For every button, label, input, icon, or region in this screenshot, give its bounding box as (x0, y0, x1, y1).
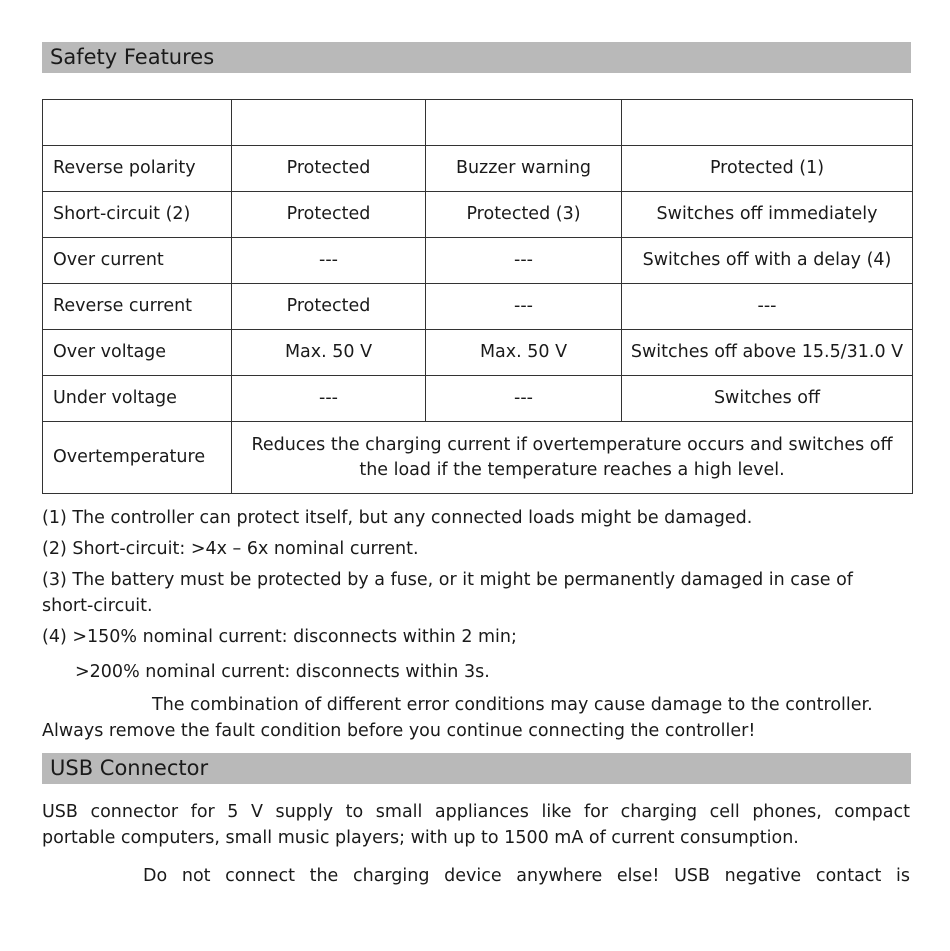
footnote-3-line-2: short-circuit. (42, 596, 153, 616)
table-cell: Max. 50 V (232, 330, 426, 376)
table-header-row (43, 100, 913, 146)
table-cell: Switches off immediately (622, 192, 913, 238)
footnote-3-line-1: (3) The battery must be protected by a fuse, or it might be permanently damaged in case of (42, 570, 853, 590)
table-cell: Protected (1) (622, 146, 913, 192)
row-label: Reverse current (43, 284, 232, 330)
table-cell: --- (232, 238, 426, 284)
safety-features-table (42, 99, 913, 494)
row-label: Overtemperature (43, 422, 232, 494)
table-cell: Protected (232, 192, 426, 238)
header-cell (43, 100, 232, 146)
table-cell: --- (426, 376, 622, 422)
table-row (43, 376, 913, 422)
row-label: Under voltage (43, 376, 232, 422)
table-cell: Protected (232, 146, 426, 192)
row-label: Short-circuit (2) (43, 192, 232, 238)
section-title-safety-features: Safety Features (42, 42, 911, 73)
row-label: Over current (43, 238, 232, 284)
table-cell: Switches off with a delay (4) (622, 238, 913, 284)
section-title-usb-connector: USB Connector (42, 753, 911, 784)
warning-line-2: Always remove the fault condition before you continue connecting the controller! (42, 721, 756, 741)
table-cell: Buzzer warning (426, 146, 622, 192)
table-cell: --- (426, 238, 622, 284)
table-cell: Switches off (622, 376, 913, 422)
table-row (43, 330, 913, 376)
warning-line-1: The combination of different error conditions may cause damage to the controller. (152, 695, 873, 715)
table-cell: --- (232, 376, 426, 422)
footnote-2: (2) Short-circuit: >4x – 6x nominal current. (42, 539, 419, 559)
footnote-4-line-2: >200% nominal current: disconnects within 3s. (75, 662, 490, 682)
table-cell-merged: Reduces the charging current if overtemperature occurs and switches off the load if the temperature reaches a high level. (232, 422, 913, 494)
table-cell: --- (426, 284, 622, 330)
footnote-1: (1) The controller can protect itself, but any connected loads might be damaged. (42, 508, 753, 528)
table-row-overtemperature (43, 422, 913, 494)
header-cell (426, 100, 622, 146)
table-cell: Switches off above 15.5/31.0 V (622, 330, 913, 376)
row-label: Over voltage (43, 330, 232, 376)
table-row (43, 284, 913, 330)
header-cell (232, 100, 426, 146)
usb-paragraph-line-1: USB connector for 5 V supply to small appliances like for charging cell phones, compact (42, 802, 910, 822)
table-cell: Protected (3) (426, 192, 622, 238)
table-row (43, 192, 913, 238)
table-row (43, 238, 913, 284)
header-cell (622, 100, 913, 146)
usb-warning-line-1: Do not connect the charging device anywhere else! USB negative contact is (143, 866, 910, 886)
table-row (43, 146, 913, 192)
table-cell: Protected (232, 284, 426, 330)
usb-paragraph-line-2: portable computers, small music players; with up to 1500 mA of current consumption. (42, 828, 799, 848)
table-cell: Max. 50 V (426, 330, 622, 376)
row-label: Reverse polarity (43, 146, 232, 192)
footnote-4-line-1: (4) >150% nominal current: disconnects within 2 min; (42, 627, 517, 647)
table-cell: --- (622, 284, 913, 330)
